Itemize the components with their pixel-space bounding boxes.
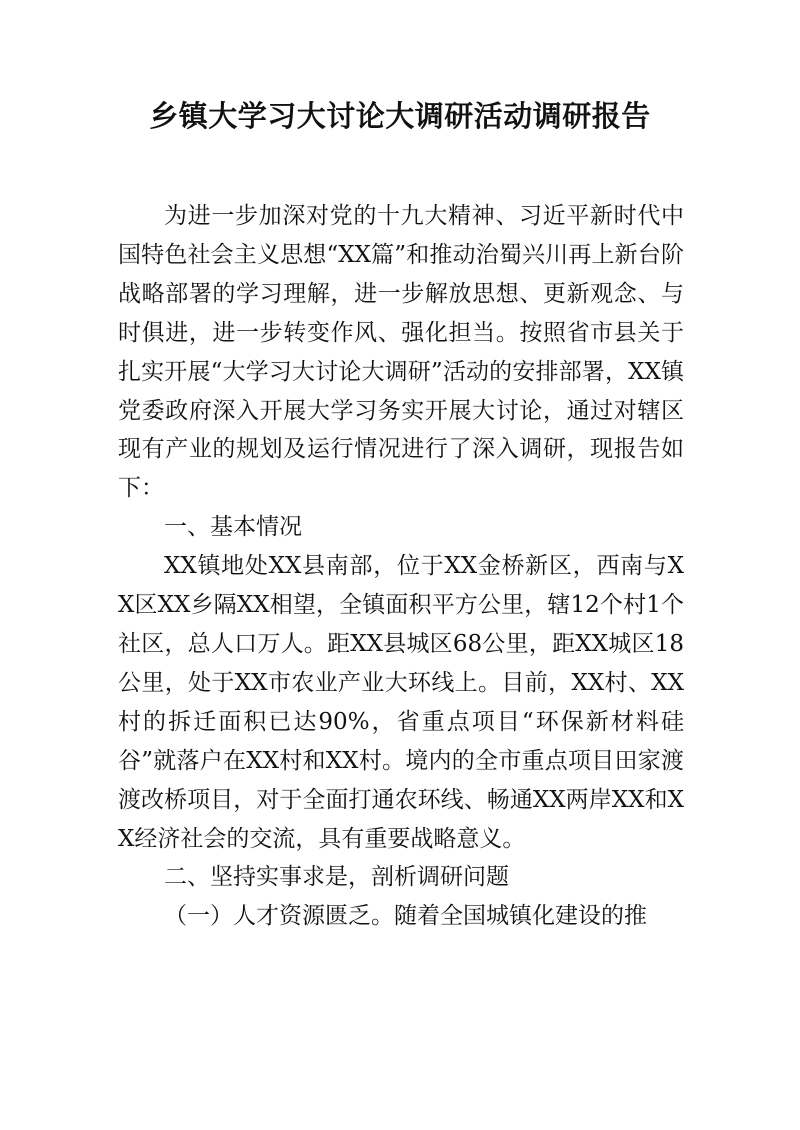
paragraph-intro: 为进一步加深对党的十九大精神、习近平新时代中国特色社会主义思想“XX篇”和推动治蜀兴川再上新台阶战略部署的学习理解，进一步解放思想、更新观念、与时俱进，进一步转变作风、强化担当。按照省市县关于扎实开展“大学习大讨论大调研”活动的安排部署，XX镇党委政府深入开展大学习务实开展大讨论，通过对辖区现有产业的规划及运行情况进行了深入调研，现报告如下：	[118, 203, 684, 502]
paragraph-talent-shortage: （一）人才资源匮乏。随着全国城镇化建设的推	[164, 903, 647, 930]
section-heading-problems: 二、坚持实事求是，剖析调研问题	[164, 864, 509, 891]
paragraph-basic-situation: XX镇地处XX县南部，位于XX金桥新区，西南与XX区XX乡隔XX相望，全镇面积平方公里，辖12个村1个社区，总人口万人。距XX县城区68公里，距XX城区18公里，处于XX市农业产业大环线上。目前，XX村、XX村的拆迁面积已达90%，省重点项目“环保新材料硅谷”就落户在XX村和XX村。境内的全市重点项目田家渡渡改桥项目，对于全面打通农环线、畅通XX两岸XX和XX经济社会的交流，具有重要战略意义。	[118, 553, 684, 852]
section-heading-basic-situation: 一、基本情况	[164, 514, 302, 541]
document-body	[118, 197, 684, 936]
document-title: 乡镇大学习大讨论大调研活动调研报告	[149, 99, 651, 133]
